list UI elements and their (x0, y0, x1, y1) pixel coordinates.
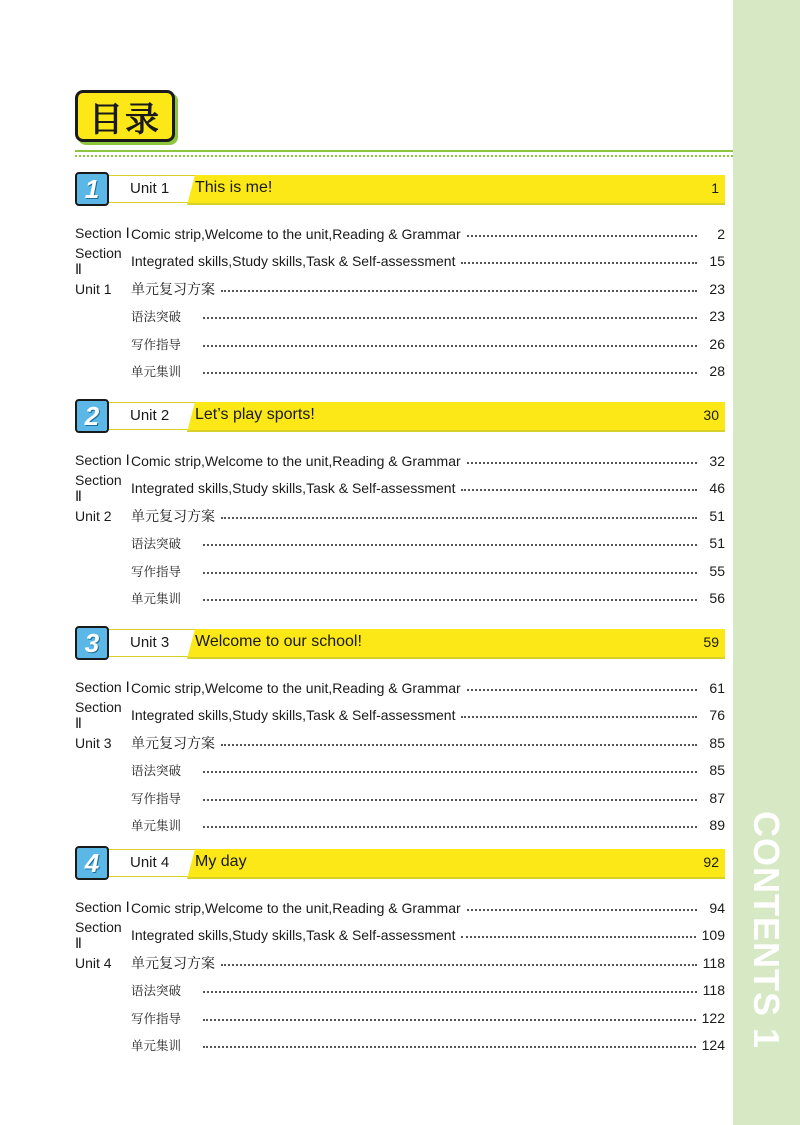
dot-leader (203, 1019, 696, 1021)
toc-review-row[interactable] (75, 949, 725, 977)
toc-subitem[interactable] (75, 303, 725, 331)
toc-subitem-text: 语法突破 (131, 537, 182, 552)
toc-row-label: Unit 1 (75, 280, 112, 297)
dot-leader (221, 964, 697, 966)
unit-block (75, 626, 725, 839)
toc-row-text: Integrated skills,Study skills,Task & Self-assessment (131, 480, 456, 497)
title-rule (75, 150, 733, 157)
unit-block (75, 172, 725, 385)
toc-section-row[interactable] (75, 698, 725, 731)
toc-review-row[interactable] (75, 729, 725, 757)
unit-title-band (187, 849, 725, 879)
toc-subitem[interactable] (75, 358, 725, 386)
unit-number-badge: 3 (75, 626, 109, 660)
toc-page-number: 122 (701, 1009, 725, 1026)
toc-subitem-text: 写作指导 (131, 564, 182, 579)
toc-review-row[interactable] (75, 275, 725, 303)
unit-number-badge: 4 (75, 846, 109, 880)
unit-label: Unit 3 (130, 634, 170, 651)
dot-leader (203, 1046, 696, 1048)
unit-header[interactable] (75, 626, 725, 660)
unit-page-number: 92 (703, 854, 719, 870)
dot-leader (221, 290, 697, 292)
toc-page-number: 32 (709, 452, 725, 469)
dot-leader (467, 462, 697, 464)
toc-subitem[interactable] (75, 530, 725, 558)
toc-row-text: Comic strip,Welcome to the unit,Reading & Grammar (131, 899, 461, 916)
unit-page-number: 1 (711, 180, 719, 196)
toc-section-row[interactable] (75, 447, 725, 475)
unit-title: Welcome to our school! (195, 633, 362, 650)
toc-page-number: 56 (709, 590, 725, 607)
side-label-text: CONTENTS 1 (746, 810, 788, 1050)
toc-subitem-text: 语法突破 (131, 984, 182, 999)
dot-leader (203, 799, 697, 801)
toc-subitem[interactable] (75, 757, 725, 785)
unit-block (75, 846, 725, 1059)
unit-number-badge: 2 (75, 399, 109, 433)
toc-row-label: Section Ⅱ (75, 698, 122, 731)
toc-row-text: Comic strip,Welcome to the unit,Reading & Grammar (131, 225, 461, 242)
side-label (733, 800, 800, 1060)
toc-page-number: 55 (709, 562, 725, 579)
toc-row-label: Section Ⅱ (75, 244, 122, 277)
unit-title: Let’s play sports! (195, 406, 315, 423)
toc-row-text: Comic strip,Welcome to the unit,Reading & Grammar (131, 452, 461, 469)
toc-section-row[interactable] (75, 918, 725, 951)
toc-subitem[interactable] (75, 1032, 725, 1060)
unit-label: Unit 4 (130, 854, 170, 871)
toc-subitem[interactable] (75, 1004, 725, 1032)
unit-block (75, 399, 725, 612)
dot-leader (203, 544, 697, 546)
toc-row-text: Integrated skills,Study skills,Task & Self-assessment (131, 707, 456, 724)
unit-page-number: 30 (703, 407, 719, 423)
dot-leader (203, 317, 697, 319)
toc-row-text: 单元复习方案 (131, 280, 215, 297)
unit-number-badge: 1 (75, 172, 109, 206)
toc-page-number: 2 (717, 225, 725, 242)
toc-page-number: 85 (709, 734, 725, 751)
unit-label: Unit 1 (130, 180, 170, 197)
toc-section-row[interactable] (75, 220, 725, 248)
dot-leader (461, 489, 697, 491)
toc-page-number: 94 (709, 899, 725, 916)
toc-subitem-text: 写作指导 (131, 337, 182, 352)
toc-row-label: Unit 4 (75, 954, 112, 971)
unit-title: This is me! (195, 179, 273, 196)
toc-row-text: 单元复习方案 (131, 734, 215, 751)
toc-row-label: Section Ⅱ (75, 918, 122, 951)
toc-section-row[interactable] (75, 471, 725, 504)
toc-subitem[interactable] (75, 585, 725, 613)
toc-subitem-text: 写作指导 (131, 1011, 182, 1026)
toc-row-text: Integrated skills,Study skills,Task & Self-assessment (131, 253, 456, 270)
toc-subitem-text: 单元集训 (131, 365, 182, 380)
unit-title: My day (195, 853, 247, 870)
unit-header[interactable] (75, 172, 725, 206)
unit-label: Unit 2 (130, 407, 170, 424)
toc-row-label: Unit 3 (75, 734, 112, 751)
toc-page-number: 15 (709, 253, 725, 270)
dot-leader (203, 372, 697, 374)
toc-subitem-text: 语法突破 (131, 310, 182, 325)
toc-subitem[interactable] (75, 812, 725, 840)
toc-page-number: 124 (701, 1037, 725, 1054)
dot-leader (467, 689, 697, 691)
toc-page-number: 26 (709, 335, 725, 352)
dot-leader (203, 991, 697, 993)
dot-leader (203, 826, 697, 828)
toc-subitem-text: 单元集训 (131, 819, 182, 834)
toc-section-row[interactable] (75, 894, 725, 922)
toc-subitem[interactable] (75, 977, 725, 1005)
toc-row-label: Section Ⅰ (75, 452, 130, 469)
toc-subitem[interactable] (75, 330, 725, 358)
toc-subitem-text: 语法突破 (131, 764, 182, 779)
dot-leader (461, 716, 697, 718)
toc-section-row[interactable] (75, 674, 725, 702)
toc-row-label: Section Ⅰ (75, 225, 130, 242)
dot-leader (461, 936, 695, 938)
toc-row-label: Section Ⅰ (75, 899, 130, 916)
toc-row-text: 单元复习方案 (131, 954, 215, 971)
toc-page-number: 118 (702, 982, 725, 999)
toc-section-row[interactable] (75, 244, 725, 277)
unit-page-number: 59 (703, 634, 719, 650)
toc-page-number: 23 (709, 308, 725, 325)
toc-page-number: 87 (709, 789, 725, 806)
unit-header[interactable] (75, 846, 725, 880)
dot-leader (203, 345, 697, 347)
toc-row-label: Section Ⅰ (75, 679, 130, 696)
toc-page-number: 51 (709, 507, 725, 524)
dot-leader (467, 235, 697, 237)
toc-page-number: 85 (709, 762, 725, 779)
toc-subitem[interactable] (75, 784, 725, 812)
toc-page-number: 89 (709, 817, 725, 834)
dot-leader (203, 771, 697, 773)
dot-leader (203, 572, 697, 574)
toc-subitem-text: 单元集训 (131, 1039, 182, 1054)
toc-row-text: 单元复习方案 (131, 507, 215, 524)
unit-header[interactable] (75, 399, 725, 433)
toc-review-row[interactable] (75, 502, 725, 530)
toc-page-number: 28 (709, 363, 725, 380)
toc-page-number: 61 (709, 679, 725, 696)
toc-page-number: 51 (709, 535, 725, 552)
toc-row-label: Section Ⅱ (75, 471, 122, 504)
dot-leader (203, 599, 697, 601)
toc-page-number: 46 (709, 480, 725, 497)
toc-page-number: 76 (709, 707, 725, 724)
toc-page-number: 23 (709, 280, 725, 297)
toc-subitem[interactable] (75, 557, 725, 585)
toc-subitem-text: 写作指导 (131, 791, 182, 806)
toc-row-label: Unit 2 (75, 507, 112, 524)
toc-subitem-text: 单元集训 (131, 592, 182, 607)
toc-page-number: 109 (701, 927, 725, 944)
toc-row-text: Integrated skills,Study skills,Task & Self-assessment (131, 927, 456, 944)
dot-leader (221, 517, 697, 519)
toc-row-text: Comic strip,Welcome to the unit,Reading & Grammar (131, 679, 461, 696)
dot-leader (221, 744, 697, 746)
dot-leader (461, 262, 697, 264)
toc-page-number: 118 (702, 954, 725, 971)
page-title: 目录 (75, 90, 175, 142)
dot-leader (467, 909, 697, 911)
